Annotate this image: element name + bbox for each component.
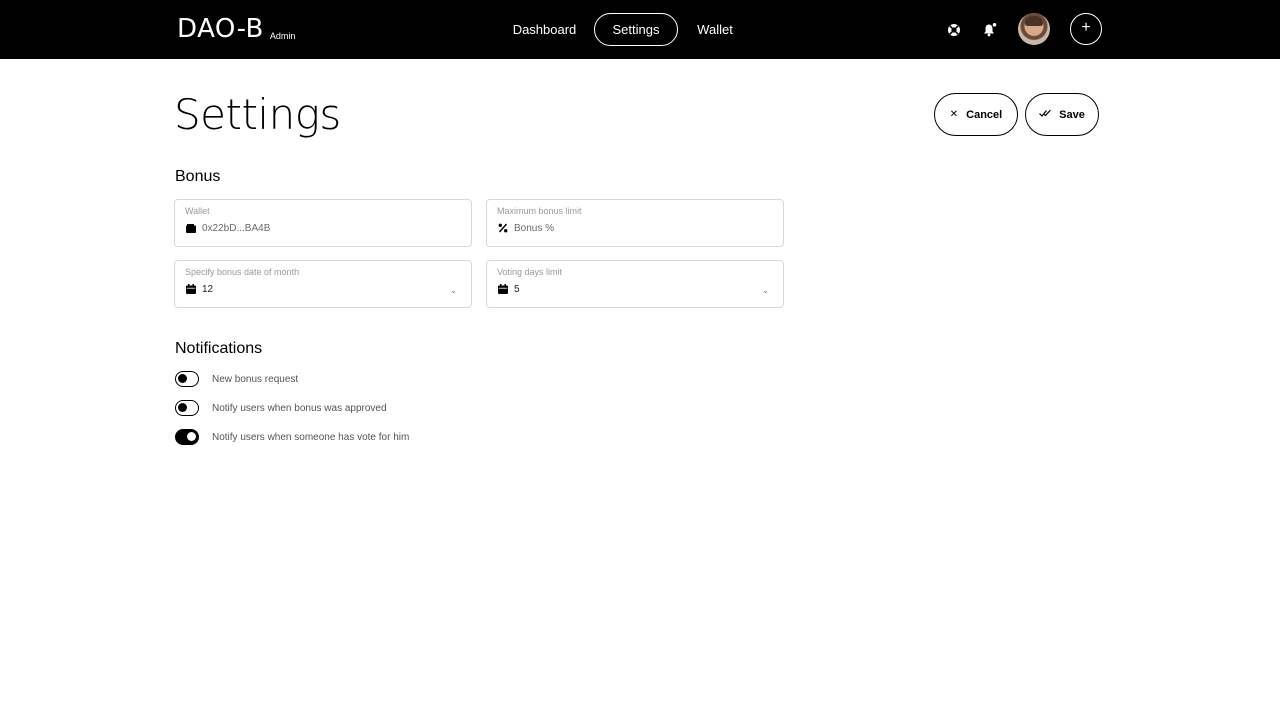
nav-wallet[interactable]: Wallet <box>697 22 733 37</box>
toggle-label: Notify users when someone has vote for him <box>212 431 410 443</box>
toggle-knob <box>178 374 187 383</box>
bonus-date-value: 12 <box>202 284 214 295</box>
voting-days-label: Voting days limit <box>497 267 563 277</box>
bonus-date-select[interactable] <box>174 260 472 308</box>
toggle-new-bonus-request[interactable] <box>175 371 199 387</box>
toggle-knob <box>178 403 187 412</box>
notifications-section-title: Notifications <box>175 340 263 357</box>
save-button[interactable] <box>1025 93 1099 136</box>
lifebuoy-icon[interactable] <box>945 0 963 59</box>
double-check-icon <box>1039 109 1051 120</box>
logo-subtitle: Admin <box>269 31 296 41</box>
page-title: Settings <box>174 90 341 139</box>
bonus-section-title: Bonus <box>175 168 221 185</box>
notification-row-bonus-approved <box>175 400 387 416</box>
wallet-icon <box>186 223 196 233</box>
user-avatar[interactable] <box>1018 13 1050 45</box>
avatar-hair <box>1025 16 1043 26</box>
calendar-icon <box>498 284 508 294</box>
wallet-field-label: Wallet <box>185 206 210 216</box>
toggle-someone-voted[interactable] <box>175 429 199 445</box>
cancel-button-label: Cancel <box>966 108 1003 121</box>
notification-row-new-bonus <box>175 371 298 387</box>
maximum-bonus-limit-field[interactable] <box>486 199 784 247</box>
toggle-bonus-approved[interactable] <box>175 400 199 416</box>
calendar-icon <box>186 284 196 294</box>
toggle-knob <box>187 432 196 441</box>
voting-days-value: 5 <box>514 284 520 295</box>
notification-row-vote <box>175 429 409 445</box>
maximum-bonus-limit-placeholder: Bonus % <box>514 223 555 234</box>
chevron-down-icon: ⌄ <box>762 286 769 295</box>
voting-days-select[interactable] <box>486 260 784 308</box>
close-icon: ✕ <box>949 109 959 120</box>
cancel-button[interactable] <box>934 93 1018 136</box>
top-navigation-bar <box>0 0 1280 59</box>
logo-text: DAO-B <box>177 14 264 44</box>
wallet-field[interactable] <box>174 199 472 247</box>
add-button[interactable]: + <box>1070 13 1102 45</box>
nav-settings[interactable]: Settings <box>594 13 678 46</box>
chevron-down-icon: ⌄ <box>450 286 457 295</box>
notification-bell-icon[interactable] <box>981 0 999 59</box>
percent-icon <box>498 223 508 233</box>
logo[interactable] <box>177 15 295 43</box>
toggle-label: New bonus request <box>212 373 299 385</box>
bonus-date-label: Specify bonus date of month <box>185 267 300 277</box>
maximum-bonus-limit-label: Maximum bonus limit <box>497 206 582 216</box>
nav-dashboard[interactable]: Dashboard <box>512 22 577 37</box>
save-button-label: Save <box>1059 108 1085 121</box>
toggle-label: Notify users when bonus was approved <box>212 402 387 414</box>
wallet-field-value: 0x22bD...BA4B <box>202 223 271 234</box>
